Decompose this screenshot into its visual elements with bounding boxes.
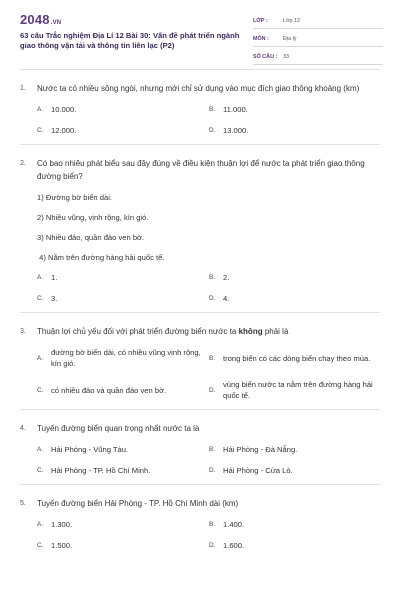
option-letter: B. [209, 446, 216, 453]
question-1-head [20, 82, 380, 95]
question-text: Tuyến đường biển quan trọng nhất nước ta là [37, 424, 200, 433]
question-5-head [20, 497, 380, 510]
option-letter: A. [37, 446, 44, 453]
option-c[interactable] [37, 540, 209, 551]
answer-options [20, 347, 380, 401]
statement-list [20, 192, 380, 263]
question-2 [20, 153, 380, 313]
site-logo-text: 2048 [20, 12, 50, 27]
option-letter: A. [37, 354, 44, 362]
option-text: 13.000. [223, 126, 249, 135]
site-logo-suffix: .VN [50, 20, 62, 26]
option-a[interactable] [37, 272, 209, 283]
option-b[interactable] [209, 519, 380, 530]
option-text: 12.000. [51, 126, 77, 135]
option-a[interactable] [37, 444, 209, 455]
option-letter: A. [37, 521, 44, 528]
option-b[interactable] [209, 347, 380, 369]
option-letter: C. [37, 127, 44, 134]
option-letter: D. [209, 386, 216, 394]
answer-options [20, 104, 380, 136]
site-logo[interactable] [20, 12, 61, 27]
question-number: 1. [20, 85, 26, 92]
meta-count-label: SỐ CÂU : [253, 54, 278, 60]
question-text: Nước ta có nhiều sông ngòi, nhưng mới chỉ sử dụng vào mục đích giao thông khoảng (km) [37, 84, 360, 93]
option-text: có nhiều đảo và quần đảo ven bờ. [51, 385, 167, 395]
option-letter: D. [209, 542, 216, 549]
option-letter: D. [209, 467, 216, 474]
option-letter: B. [209, 354, 216, 362]
meta-subject [253, 32, 383, 47]
meta-grade-value: Lớp 12 [283, 18, 301, 24]
option-b[interactable] [209, 272, 380, 283]
statement-item: 4) Nằm trên đường hàng hải quốc tế. [37, 253, 165, 262]
option-letter: C. [37, 295, 44, 302]
question-number: 5. [20, 500, 26, 507]
option-text: 1. [51, 273, 58, 282]
question-number: 3. [20, 328, 26, 335]
option-letter: C. [37, 386, 44, 394]
header-divider [20, 69, 380, 70]
question-text [37, 325, 380, 338]
option-d[interactable] [209, 125, 380, 136]
option-a[interactable] [37, 347, 209, 369]
option-text: Hải Phòng - Vũng Tàu. [51, 445, 129, 454]
answer-options [20, 519, 380, 551]
answer-options [20, 444, 380, 476]
option-text: 2. [223, 273, 230, 282]
page-title: 63 câu Trắc nghiệm Địa Lí 12 Bài 30: Vấn đề phát triển ngành giao thông vận tải và thông tin liên lạc (P2) [20, 31, 240, 50]
option-a[interactable] [37, 519, 209, 530]
option-letter: D. [209, 127, 216, 134]
option-letter: B. [209, 274, 216, 281]
option-letter: A. [37, 274, 44, 281]
answer-options [20, 272, 380, 304]
question-list [20, 78, 380, 567]
question-3 [20, 321, 380, 410]
option-letter: C. [37, 467, 44, 474]
question-text-emphasis: không [238, 327, 263, 336]
option-text: 1.400. [223, 520, 245, 529]
question-3-head [20, 325, 380, 338]
option-c[interactable] [37, 465, 209, 476]
option-text: Hải Phòng - TP. Hồ Chí Minh. [51, 466, 151, 475]
option-letter: A. [37, 106, 44, 113]
meta-subject-label: MÔN : [253, 36, 269, 42]
option-letter: D. [209, 295, 216, 302]
question-4-head [20, 422, 380, 435]
meta-count-value: 33 [283, 54, 289, 60]
option-d[interactable] [209, 465, 380, 476]
page-header [0, 0, 400, 62]
option-text: Hải Phòng - Đà Nẵng. [223, 445, 298, 454]
option-text: 1.600. [223, 541, 245, 550]
question-4 [20, 418, 380, 485]
question-5 [20, 493, 380, 559]
option-text: 1.300. [51, 520, 73, 529]
option-letter: B. [209, 521, 216, 528]
statement-item: 2) Nhiều vũng, vịnh rộng, kín gió. [37, 213, 149, 222]
meta-count [253, 50, 383, 65]
option-b[interactable] [209, 444, 380, 455]
question-text: Tuyến đường biển Hải Phòng - TP. Hồ Chí Minh dài (km) [37, 499, 239, 508]
option-text: 3. [51, 294, 58, 303]
question-number: 4. [20, 425, 26, 432]
option-text: đường bờ biển dài, có nhiều vũng vịnh rộng, kín gió. [51, 348, 201, 368]
option-letter: B. [209, 106, 216, 113]
meta-grade [253, 14, 383, 29]
option-text: 10.000. [51, 105, 77, 114]
option-c[interactable] [37, 379, 209, 401]
option-text: vùng biển nước ta nằm trên đường hàng hải quốc tế. [223, 380, 373, 400]
option-a[interactable] [37, 104, 209, 115]
statement-item: 3) Nhiều đảo, quần đảo ven bờ. [37, 233, 145, 242]
meta-info [253, 14, 383, 68]
question-text-end: phải là [262, 327, 289, 336]
meta-grade-label: LỚP : [253, 18, 268, 24]
question-2-head [20, 157, 380, 183]
option-text: 11.000. [223, 105, 248, 114]
question-text: Có bao nhiêu phát biểu sau đây đúng về điều kiện thuận lợi để nước ta phát triển giao thông đường biển? [37, 159, 365, 181]
question-number: 2. [20, 160, 26, 167]
question-text-start: Thuận lợi chủ yếu đối với phát triển đường biển nước ta [37, 327, 239, 336]
option-c[interactable] [37, 125, 209, 136]
option-b[interactable] [209, 104, 380, 115]
question-1 [20, 78, 380, 145]
statement-item: 1) Đường bờ biển dài. [37, 193, 112, 202]
option-text: 4. [223, 294, 230, 303]
option-c[interactable] [37, 293, 209, 304]
option-d[interactable] [209, 540, 380, 551]
meta-subject-value: Địa lý [283, 36, 297, 42]
option-d[interactable] [209, 379, 380, 401]
option-d[interactable] [209, 293, 380, 304]
option-text: 1.500. [51, 541, 73, 550]
option-letter: C. [37, 542, 44, 549]
option-text: Hải Phòng - Cửa Lò. [223, 466, 293, 475]
option-text: trong biển có các dòng biển chạy theo mùa. [223, 353, 371, 363]
